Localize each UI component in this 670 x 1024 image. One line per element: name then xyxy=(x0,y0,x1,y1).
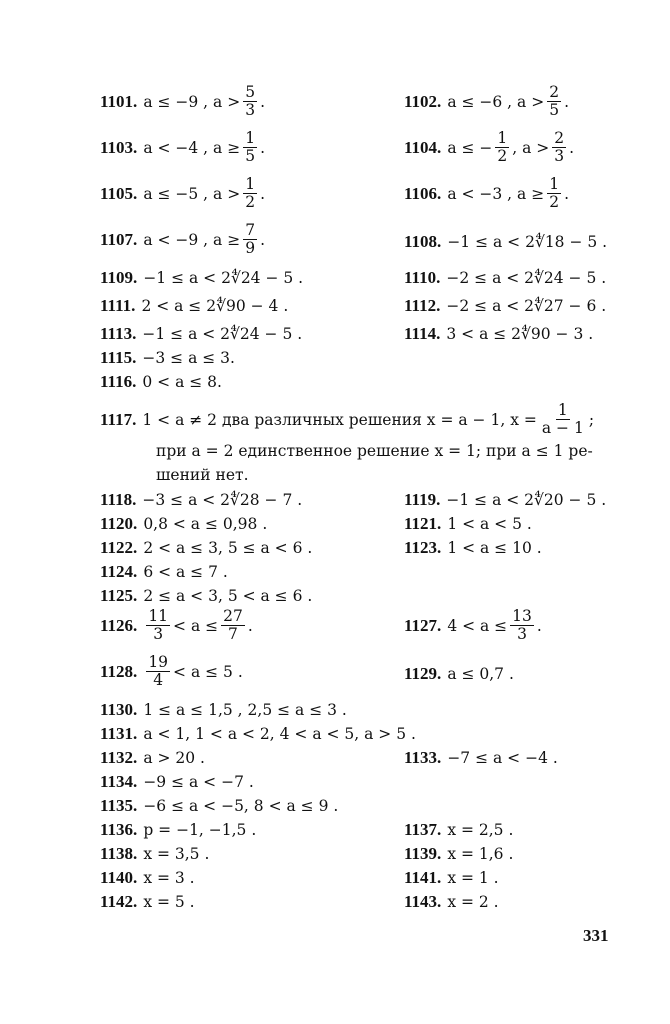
answer-text: x = 1,6 . xyxy=(447,845,514,863)
answer-text: x = 5 . xyxy=(143,893,195,911)
fraction: $\frac{1}{a - 1}$ xyxy=(541,401,584,438)
answer-text: −2 ≤ a < 2∜27 − 6 . xyxy=(446,297,607,315)
answer-1136 xyxy=(100,820,256,840)
answer-1101: 1101. a ≤ −9 , a > $\frac{5}{3}$ . xyxy=(100,83,265,120)
answer-number: 1117. xyxy=(100,409,137,429)
answer-text: a ≤ 0,7 . xyxy=(447,665,514,683)
fraction: $\frac{11}{3}$ xyxy=(148,607,169,644)
fraction: $\frac{7}{9}$ xyxy=(245,221,256,258)
answer-text: −1 ≤ a < 2∜24 − 5 . xyxy=(143,269,304,287)
answer-text: < a ≤ xyxy=(173,616,219,635)
answer-number: 1135. xyxy=(100,796,138,815)
answer-1124 xyxy=(100,562,228,582)
answer-1127: 1127. 4 < a ≤ $\frac{13}{3}$ . xyxy=(404,607,542,644)
answer-text: −1 ≤ a < 2∜20 − 5 . xyxy=(446,491,607,509)
answer-1104: 1104. a ≤ − $\frac{1}{2}$ , a > $\frac{2}{3}$ . xyxy=(404,129,575,166)
answer-text: 2 < a ≤ 3, 5 ≤ a < 6 . xyxy=(143,539,313,557)
answer-1112 xyxy=(404,296,606,316)
answer-1118 xyxy=(100,490,302,510)
answer-number: 1130. xyxy=(100,700,138,719)
answer-1119 xyxy=(404,490,606,510)
answer-1140 xyxy=(100,868,195,888)
answer-text: a > 20 . xyxy=(143,749,205,767)
answer-text: x = 1 . xyxy=(447,869,499,887)
answer-number: 1121. xyxy=(404,514,442,533)
answer-number: 1115. xyxy=(100,348,137,367)
answer-number: 1141. xyxy=(404,868,442,887)
answer-number: 1107. xyxy=(100,229,138,249)
fraction: $\frac{19}{4}$ xyxy=(148,653,169,690)
answer-text: a ≤ − xyxy=(447,138,493,157)
answer-text: −6 ≤ a < −5, 8 < a ≤ 9 . xyxy=(143,797,339,815)
answer-number: 1110. xyxy=(404,268,441,287)
answer-number: 1108. xyxy=(404,232,442,251)
answer-text: a ≤ −9 , a > xyxy=(143,92,241,111)
answer-text: −2 ≤ a < 2∜24 − 5 . xyxy=(446,269,607,287)
answer-number: 1114. xyxy=(404,324,441,343)
answer-text: −3 ≤ a ≤ 3. xyxy=(142,349,235,367)
answer-1125 xyxy=(100,586,312,606)
answer-number: 1140. xyxy=(100,868,138,887)
answer-1129 xyxy=(404,664,514,684)
answer-1113 xyxy=(100,324,302,344)
answer-number: 1103. xyxy=(100,137,138,157)
answer-1135 xyxy=(100,796,338,816)
answer-number: 1124. xyxy=(100,562,138,581)
answer-1128 xyxy=(100,654,243,689)
answer-number: 1142. xyxy=(100,892,138,911)
answer-number: 1126. xyxy=(100,615,138,635)
answer-1134 xyxy=(100,772,254,792)
answer-text: < a ≤ 5 . xyxy=(173,662,243,681)
answer-text: −1 ≤ a < 2∜24 − 5 . xyxy=(142,325,303,343)
answer-number: 1134. xyxy=(100,772,138,791)
answer-number: 1106. xyxy=(404,183,442,203)
answer-text: x = 2,5 . xyxy=(447,821,514,839)
answer-text: 0 < a ≤ 8. xyxy=(142,373,222,391)
answer-1110 xyxy=(404,268,606,288)
answer-1102: 1102. a ≤ −6 , a > $\frac{2}{5}$ . xyxy=(404,83,569,120)
answer-number: 1102. xyxy=(404,91,442,111)
fraction: $\frac{2}{3}$ xyxy=(554,129,565,166)
answer-1115 xyxy=(100,348,235,368)
fraction: $\frac{1}{2}$ xyxy=(245,175,256,212)
answer-text: −3 ≤ a < 2∜28 − 7 . xyxy=(142,491,303,509)
answer-text: a < −4 , a ≥ xyxy=(143,138,241,157)
answer-1138 xyxy=(100,844,209,864)
answer-number: 1127. xyxy=(404,615,442,635)
answer-1108 xyxy=(404,232,607,252)
fraction: $\frac{2}{5}$ xyxy=(549,83,560,120)
answer-number: 1137. xyxy=(404,820,442,839)
fraction: $\frac{5}{3}$ xyxy=(245,83,256,120)
answer-1105: 1105. a ≤ −5 , a > $\frac{1}{2}$ . xyxy=(100,175,265,212)
answer-1133 xyxy=(404,748,558,768)
answer-text: x = 3,5 . xyxy=(143,845,210,863)
answer-text: 4 < a ≤ xyxy=(447,616,508,635)
fraction: $\frac{27}{7}$ xyxy=(223,607,243,644)
answer-text: 1 < a < 5 . xyxy=(447,515,532,533)
answer-1126: 1126. $\frac{11}{3}$ < a ≤ $\frac{27}{7}$ . xyxy=(100,607,253,644)
answer-text: 0,8 < a ≤ 0,98 . xyxy=(143,515,268,533)
answer-text: x = 3 . xyxy=(143,869,195,887)
answer-number: 1119. xyxy=(404,490,441,509)
answer-number: 1132. xyxy=(100,748,138,767)
answer-1139 xyxy=(404,844,513,864)
answer-number: 1113. xyxy=(100,324,137,343)
answer-1117-line2: при a = 2 единственное решение x = 1; при a ≤ 1 ре- xyxy=(156,442,593,460)
answer-text: 1 < a ≤ 10 . xyxy=(447,539,542,557)
answer-number: 1111. xyxy=(100,296,136,315)
answer-1106: 1106. a < −3 , a ≥ $\frac{1}{2}$ . xyxy=(404,175,569,212)
answer-1122 xyxy=(100,538,312,558)
answer-1141 xyxy=(404,868,499,888)
fraction: $\frac{1}{2}$ xyxy=(497,129,508,166)
answer-1143 xyxy=(404,892,499,912)
answer-number: 1128. xyxy=(100,661,138,681)
answer-text: a ≤ −5 , a > xyxy=(143,184,241,203)
answer-1130 xyxy=(100,700,347,720)
answer-text: a < −9 , a ≥ xyxy=(143,230,241,249)
answer-text: 3 < a ≤ 2∜90 − 3 . xyxy=(446,325,594,343)
answer-number: 1125. xyxy=(100,586,138,605)
answer-1142 xyxy=(100,892,195,912)
answer-text: 2 ≤ a < 3, 5 < a ≤ 6 . xyxy=(143,587,313,605)
answer-number: 1129. xyxy=(404,664,442,683)
answer-1117: 1117. 1 < a ≠ 2 два различных решения x = a − 1, x = $\frac{1}{a - 1}$ ; xyxy=(100,401,595,438)
answer-1114 xyxy=(404,324,593,344)
answer-text: x = 2 . xyxy=(447,893,499,911)
answer-number: 1133. xyxy=(404,748,442,767)
answer-number: 1101. xyxy=(100,91,138,111)
answer-number: 1131. xyxy=(100,724,138,743)
answer-text: −9 ≤ a < −7 . xyxy=(143,773,254,791)
answer-1120 xyxy=(100,514,267,534)
fraction: $\frac{13}{3}$ xyxy=(512,607,532,644)
fraction: $\frac{1}{5}$ xyxy=(245,129,256,166)
answer-text: −1 ≤ a < 2∜18 − 5 . xyxy=(447,233,608,251)
answer-text: a ≤ −6 , a > xyxy=(447,92,545,111)
answer-number: 1104. xyxy=(404,137,442,157)
answer-1116 xyxy=(100,372,222,392)
answer-1137 xyxy=(404,820,513,840)
answer-text: p = −1, −1,5 . xyxy=(143,821,257,839)
answer-1117-line3: шений нет. xyxy=(156,466,249,484)
answer-text: 1 ≤ a ≤ 1,5 , 2,5 ≤ a ≤ 3 . xyxy=(143,701,347,719)
answer-number: 1109. xyxy=(100,268,138,287)
page-number: 331 xyxy=(583,926,609,945)
answer-number: 1120. xyxy=(100,514,138,533)
answer-text: 6 < a ≤ 7 . xyxy=(143,563,228,581)
answer-text: 2 < a ≤ 2∜90 − 4 . xyxy=(141,297,289,315)
answer-number: 1105. xyxy=(100,183,138,203)
answer-number: 1138. xyxy=(100,844,138,863)
answer-number: 1139. xyxy=(404,844,442,863)
answer-1107: 1107. a < −9 , a ≥ $\frac{7}{9}$ . xyxy=(100,221,265,258)
fraction: $\frac{1}{2}$ xyxy=(549,175,560,212)
answer-1111 xyxy=(100,296,288,316)
answer-1103: 1103. a < −4 , a ≥ $\frac{1}{5}$ . xyxy=(100,129,265,166)
answer-text: −7 ≤ a < −4 . xyxy=(447,749,558,767)
answer-1132 xyxy=(100,748,205,768)
answer-1131 xyxy=(100,724,416,744)
answer-number: 1112. xyxy=(404,296,441,315)
answer-number: 1123. xyxy=(404,538,442,557)
answer-number: 1143. xyxy=(404,892,442,911)
answer-1123 xyxy=(404,538,542,558)
answer-number: 1118. xyxy=(100,490,137,509)
answer-text: a < −3 , a ≥ xyxy=(447,184,545,203)
answer-number: 1122. xyxy=(100,538,138,557)
answer-text: 1 < a ≠ 2 два различных решения x = a − 1, x = xyxy=(142,410,537,429)
answer-number: 1136. xyxy=(100,820,138,839)
answer-1109 xyxy=(100,268,303,288)
answer-number: 1116. xyxy=(100,372,137,391)
answer-text: a < 1, 1 < a < 2, 4 < a < 5, a > 5 . xyxy=(143,725,416,743)
answer-1121 xyxy=(404,514,532,534)
